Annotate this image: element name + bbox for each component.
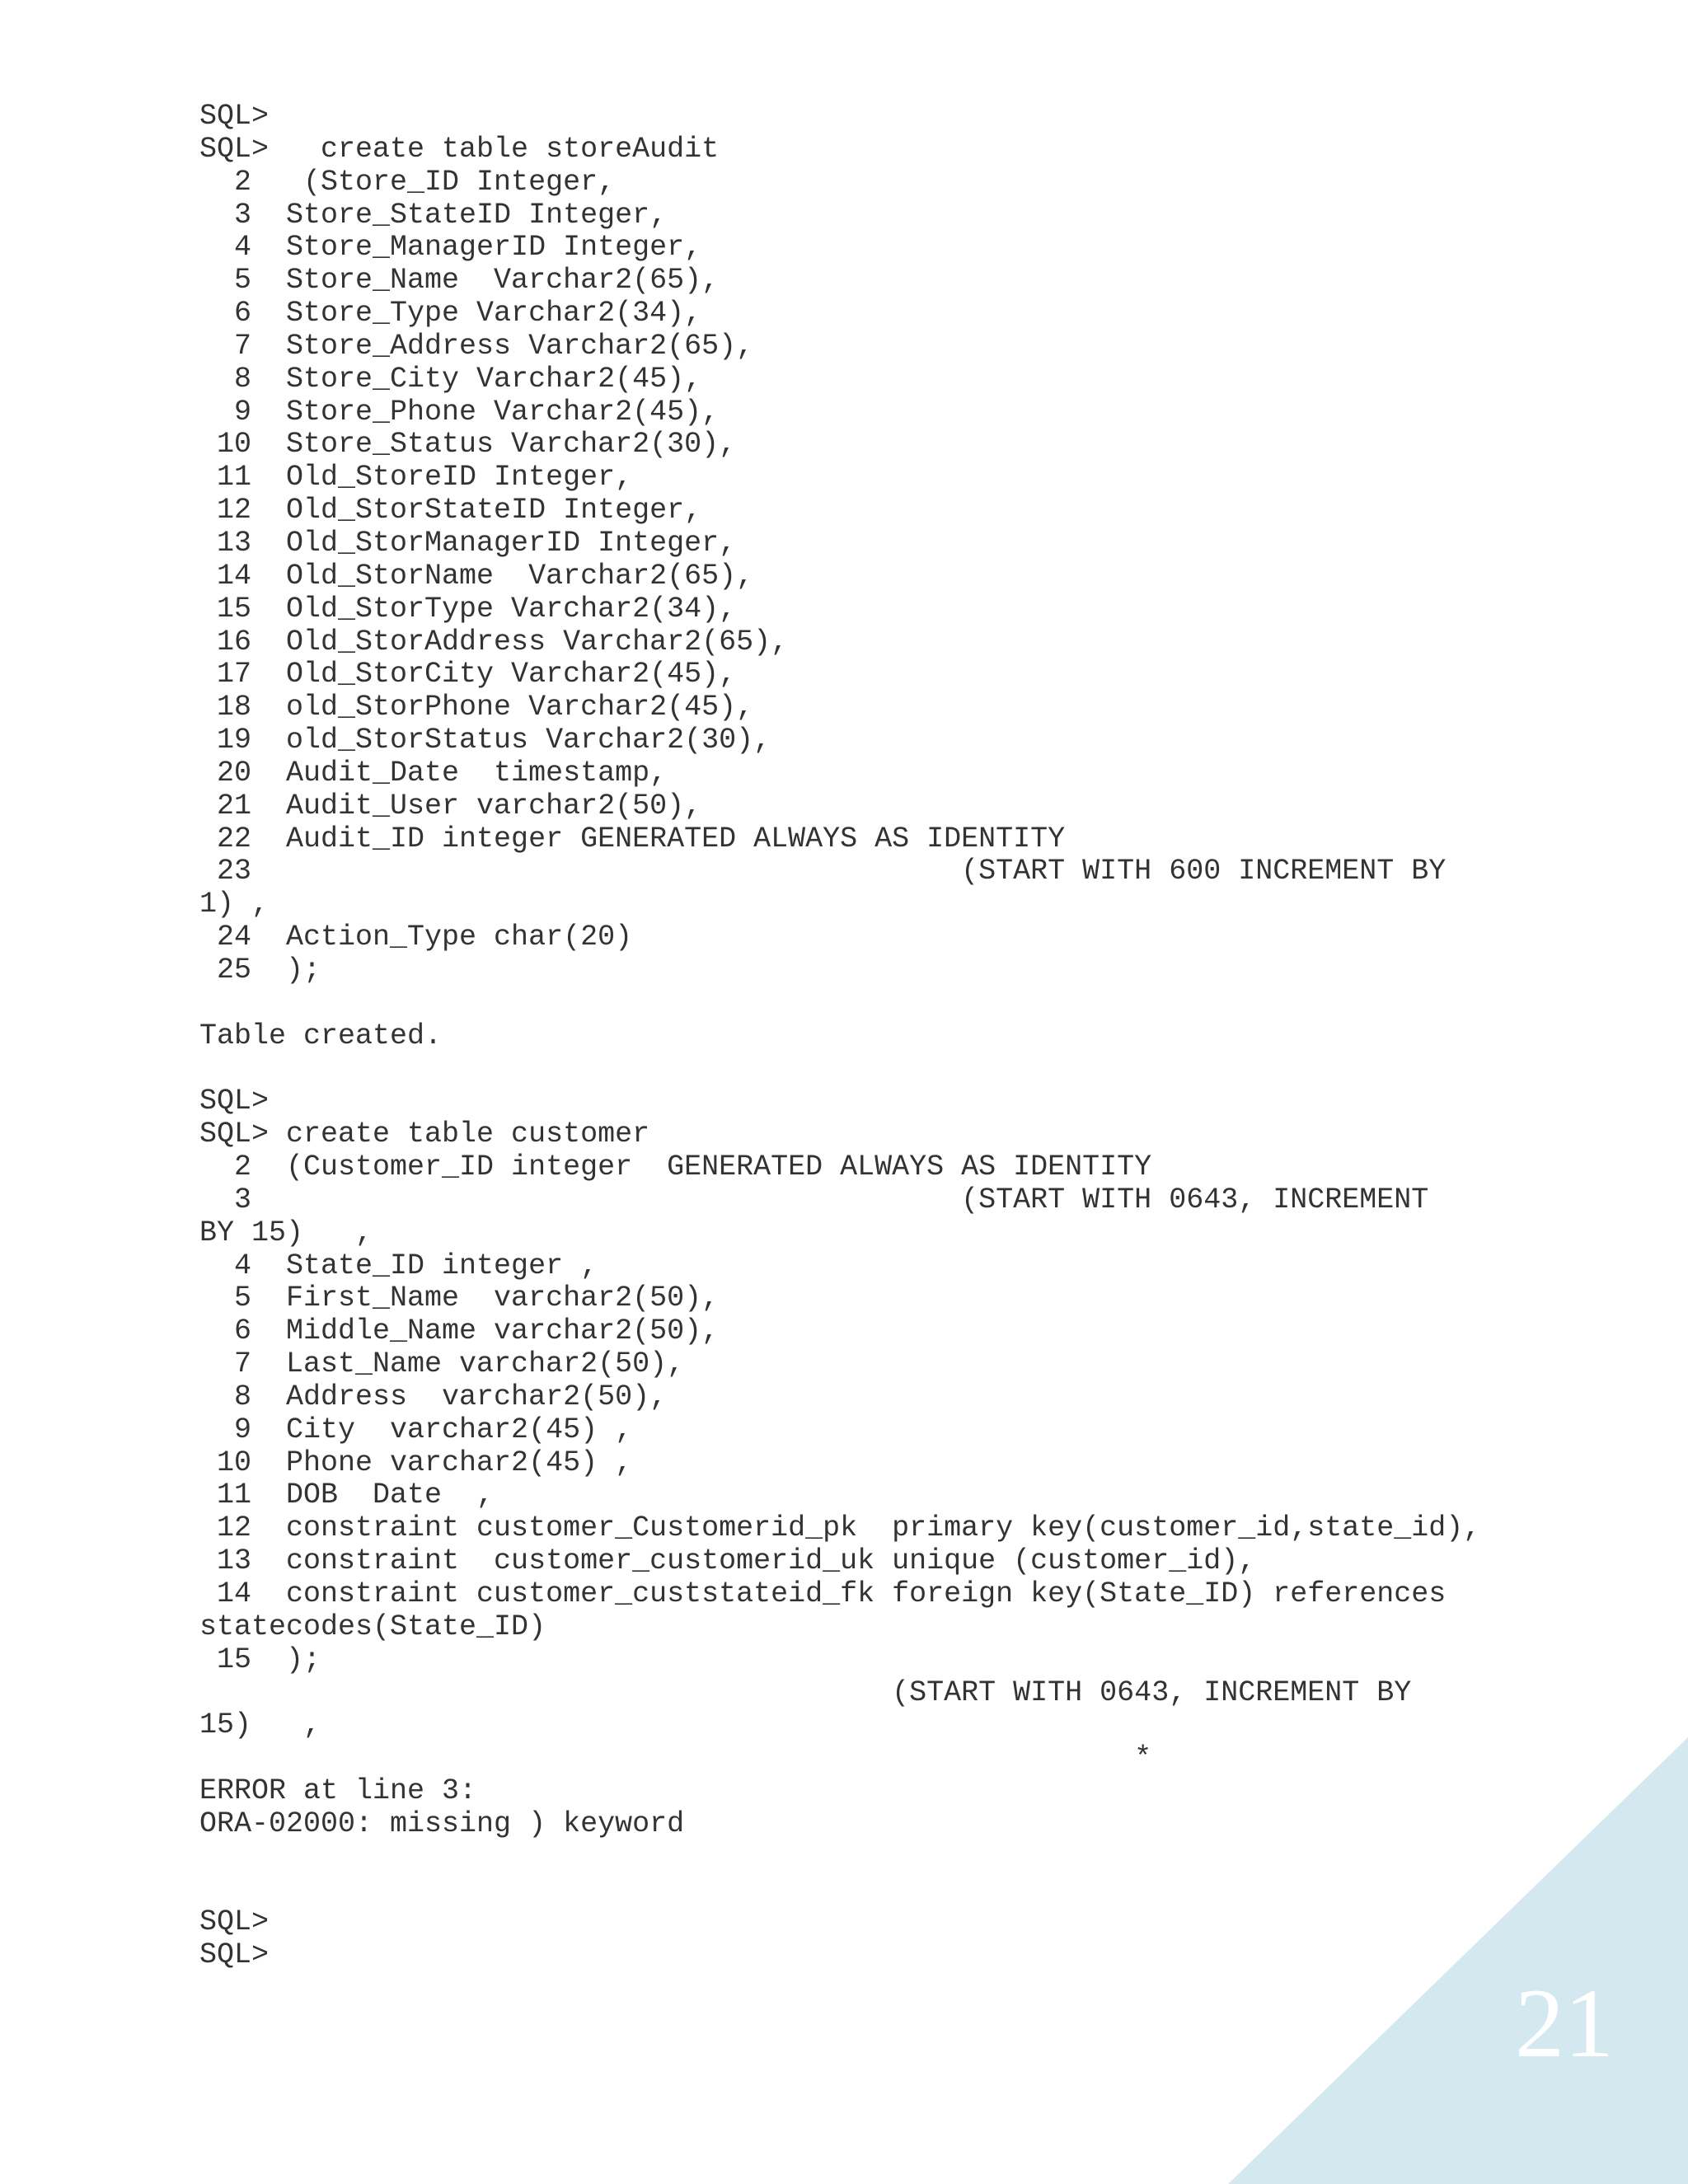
code-line: 3 Store_StateID Integer, (199, 198, 668, 232)
code-line: 20 Audit_Date timestamp, (199, 756, 668, 790)
code-line: 6 Store_Type Varchar2(34), (199, 297, 702, 330)
code-line: 21 Audit_User varchar2(50), (199, 789, 702, 823)
code-line: 6 Middle_Name varchar2(50), (199, 1315, 720, 1348)
code-line: SQL> create table storeAudit (199, 132, 720, 166)
code-line: 19 old_StorStatus Varchar2(30), (199, 724, 771, 757)
code-line: 11 DOB Date , (199, 1479, 495, 1512)
code-line: 8 Address varchar2(50), (199, 1380, 668, 1413)
sql-console-transcript (199, 101, 1480, 1972)
code-line: SQL> (199, 1938, 270, 1972)
code-line: 24 Action_Type char(20) (199, 921, 633, 954)
code-line: 15 Old_StorType Varchar2(34), (199, 592, 737, 626)
code-line: SQL> (199, 1085, 270, 1118)
code-line: BY 15) , (199, 1216, 373, 1249)
code-line: 4 State_ID integer , (199, 1249, 598, 1282)
code-line: 25 ); (199, 953, 321, 987)
code-line: 2 (Store_ID Integer, (199, 165, 616, 199)
code-line: 5 Store_Name Varchar2(65), (199, 264, 720, 298)
code-line: 13 Old_StorManagerID Integer, (199, 526, 737, 560)
code-line: (START WITH 0643, INCREMENT BY (199, 1675, 1412, 1709)
code-line: 7 Store_Address Varchar2(65), (199, 329, 754, 363)
code-line: 14 constraint customer_custstateid_fk foreign key(State_ID) references (199, 1577, 1447, 1610)
code-line: SQL> create table customer (199, 1118, 650, 1151)
code-line: ORA-02000: missing ) keyword (199, 1807, 685, 1840)
code-line: 1) , (199, 888, 270, 921)
code-line: SQL> (199, 1905, 270, 1939)
code-line (199, 1874, 1480, 1907)
code-line: 17 Old_StorCity Varchar2(45), (199, 658, 737, 691)
code-line (199, 1841, 1480, 1874)
code-line: statecodes(State_ID) (199, 1610, 546, 1643)
code-line: 23 (START WITH 600 INCREMENT BY (199, 855, 1447, 888)
code-line: 7 Last_Name varchar2(50), (199, 1347, 685, 1381)
code-line: 12 constraint customer_Customerid_pk primary key(customer_id,state_id), (199, 1511, 1481, 1545)
code-line: 2 (Customer_ID integer GENERATED ALWAYS AS IDENTITY (199, 1151, 1152, 1183)
code-line: 10 Store_Status Varchar2(30), (199, 428, 737, 462)
code-line: * (199, 1741, 1152, 1775)
code-line: 18 old_StorPhone Varchar2(45), (199, 691, 754, 724)
code-line: 8 Store_City Varchar2(45), (199, 362, 702, 396)
code-line: 15) , (199, 1708, 321, 1742)
code-line: 10 Phone varchar2(45) , (199, 1446, 633, 1479)
code-line: 15 ); (199, 1643, 321, 1676)
code-line: 12 Old_StorStateID Integer, (199, 494, 702, 527)
code-line: 9 City varchar2(45) , (199, 1413, 633, 1446)
code-line: 5 First_Name varchar2(50), (199, 1282, 720, 1315)
code-line (199, 987, 1480, 1020)
code-line: ERROR at line 3: (199, 1774, 477, 1808)
code-line: 9 Store_Phone Varchar2(45), (199, 395, 720, 429)
code-line: 13 constraint customer_customerid_uk unique (customer_id), (199, 1544, 1256, 1578)
code-line: Table created. (199, 1019, 443, 1052)
code-line: 22 Audit_ID integer GENERATED ALWAYS AS IDENTITY (199, 822, 1066, 855)
code-line: 11 Old_StoreID Integer, (199, 461, 633, 494)
code-line: 3 (START WITH 0643, INCREMENT (199, 1183, 1429, 1216)
code-line: 14 Old_StorName Varchar2(65), (199, 559, 754, 593)
code-line (199, 1052, 1480, 1085)
code-line: SQL> (199, 100, 270, 133)
page-number: 21 (1515, 1968, 1614, 2078)
code-line: 4 Store_ManagerID Integer, (199, 231, 702, 265)
code-line: 16 Old_StorAddress Varchar2(65), (199, 625, 789, 658)
